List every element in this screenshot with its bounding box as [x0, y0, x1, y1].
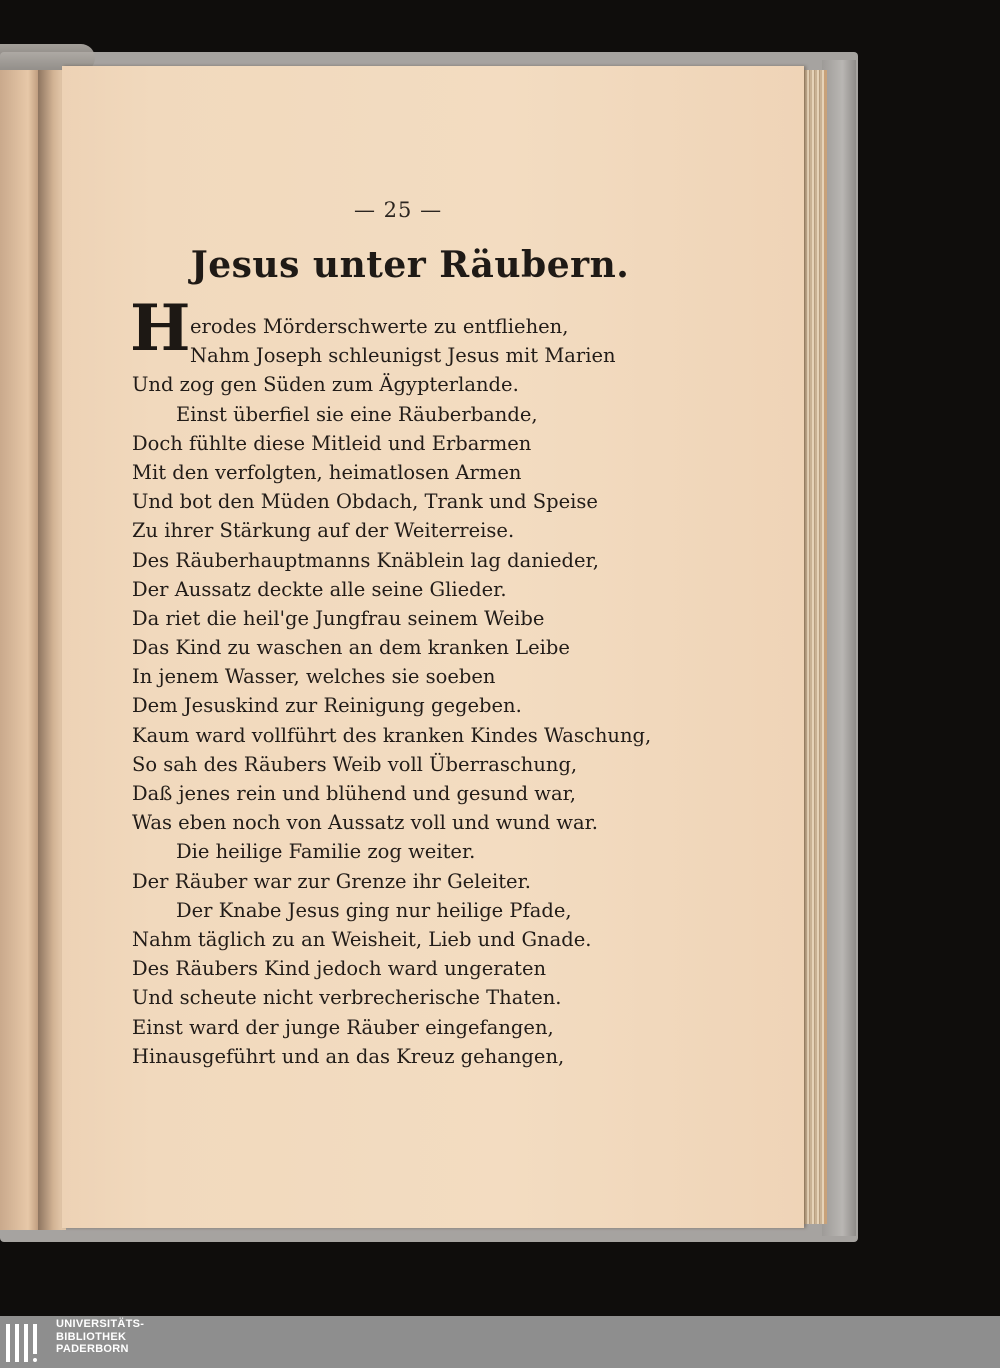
library-footer-bar [0, 1316, 1000, 1368]
verse-line: Und bot den Müden Obdach, Trank und Speise [132, 490, 598, 514]
verse-line: Da riet die heil'ge Jungfrau seinem Weibe [132, 606, 545, 630]
verse-line: Einst überfiel sie eine Räuberbande, [176, 402, 538, 426]
drop-cap: H [130, 291, 191, 366]
verse-line: Kaum ward vollführt des kranken Kindes Waschung, [132, 723, 652, 747]
verse-line: Das Kind zu waschen an dem kranken Leibe [132, 636, 570, 660]
poem-title: Jesus unter Räubern. [190, 244, 630, 286]
verse-line: Dem Jesuskind zur Reinigung gegeben. [132, 694, 522, 718]
library-name-line: PADERBORN [56, 1343, 129, 1355]
university-library-logo-icon [6, 1324, 46, 1362]
verse-line: Und zog gen Süden zum Ägypterlande. [132, 373, 519, 397]
verse-line: Einst ward der junge Räuber eingefangen, [132, 1015, 554, 1039]
verse-line: Der Räuber war zur Grenze ihr Geleiter. [132, 869, 531, 893]
verse-line: Der Knabe Jesus ging nur heilige Pfade, [176, 898, 572, 922]
library-name [56, 1318, 144, 1356]
left-page-edge [0, 70, 40, 1230]
verse-line: Nahm täglich zu an Weisheit, Lieb und Gnade. [132, 927, 592, 951]
verse-line: Die heilige Familie zog weiter. [176, 840, 476, 864]
verse-line: Der Aussatz deckte alle seine Glieder. [132, 577, 507, 601]
poem-text [132, 312, 692, 1071]
verse-line: In jenem Wasser, welches sie soeben [132, 665, 496, 689]
page-stack-edge [800, 70, 827, 1224]
verse-line: Nahm Joseph schleunigst Jesus mit Marien [190, 344, 616, 368]
verse-line: Was eben noch von Aussatz voll und wund war. [132, 811, 598, 835]
verse-line: Doch fühlte diese Mitleid und Erbarmen [132, 431, 532, 455]
verse-line: Mit den verfolgten, heimatlosen Armen [132, 460, 522, 484]
verse-line: Des Räuberhauptmanns Knäblein lag danieder, [132, 548, 599, 572]
book-cover-edge [822, 60, 856, 1236]
verse-line: Zu ihrer Stärkung auf der Weiterreise. [132, 519, 515, 543]
verse-line: So sah des Räubers Weib voll Überraschung, [132, 752, 578, 776]
page-number: — 25 — [354, 198, 443, 222]
library-name-line: BIBLIOTHEK [56, 1330, 127, 1343]
library-name-line: UNIVERSITÄTS- [56, 1318, 145, 1330]
verse-line: erodes Mörderschwerte zu entfliehen, [190, 315, 569, 338]
verse-line: Des Räubers Kind jedoch ward ungeraten [132, 957, 547, 981]
verse-line: Daß jenes rein und blühend und gesund war, [132, 782, 576, 805]
verse-line: Und scheute nicht verbrecherische Thaten. [132, 986, 562, 1010]
verse-line: Hinausgeführt und an das Kreuz gehangen, [132, 1044, 565, 1068]
